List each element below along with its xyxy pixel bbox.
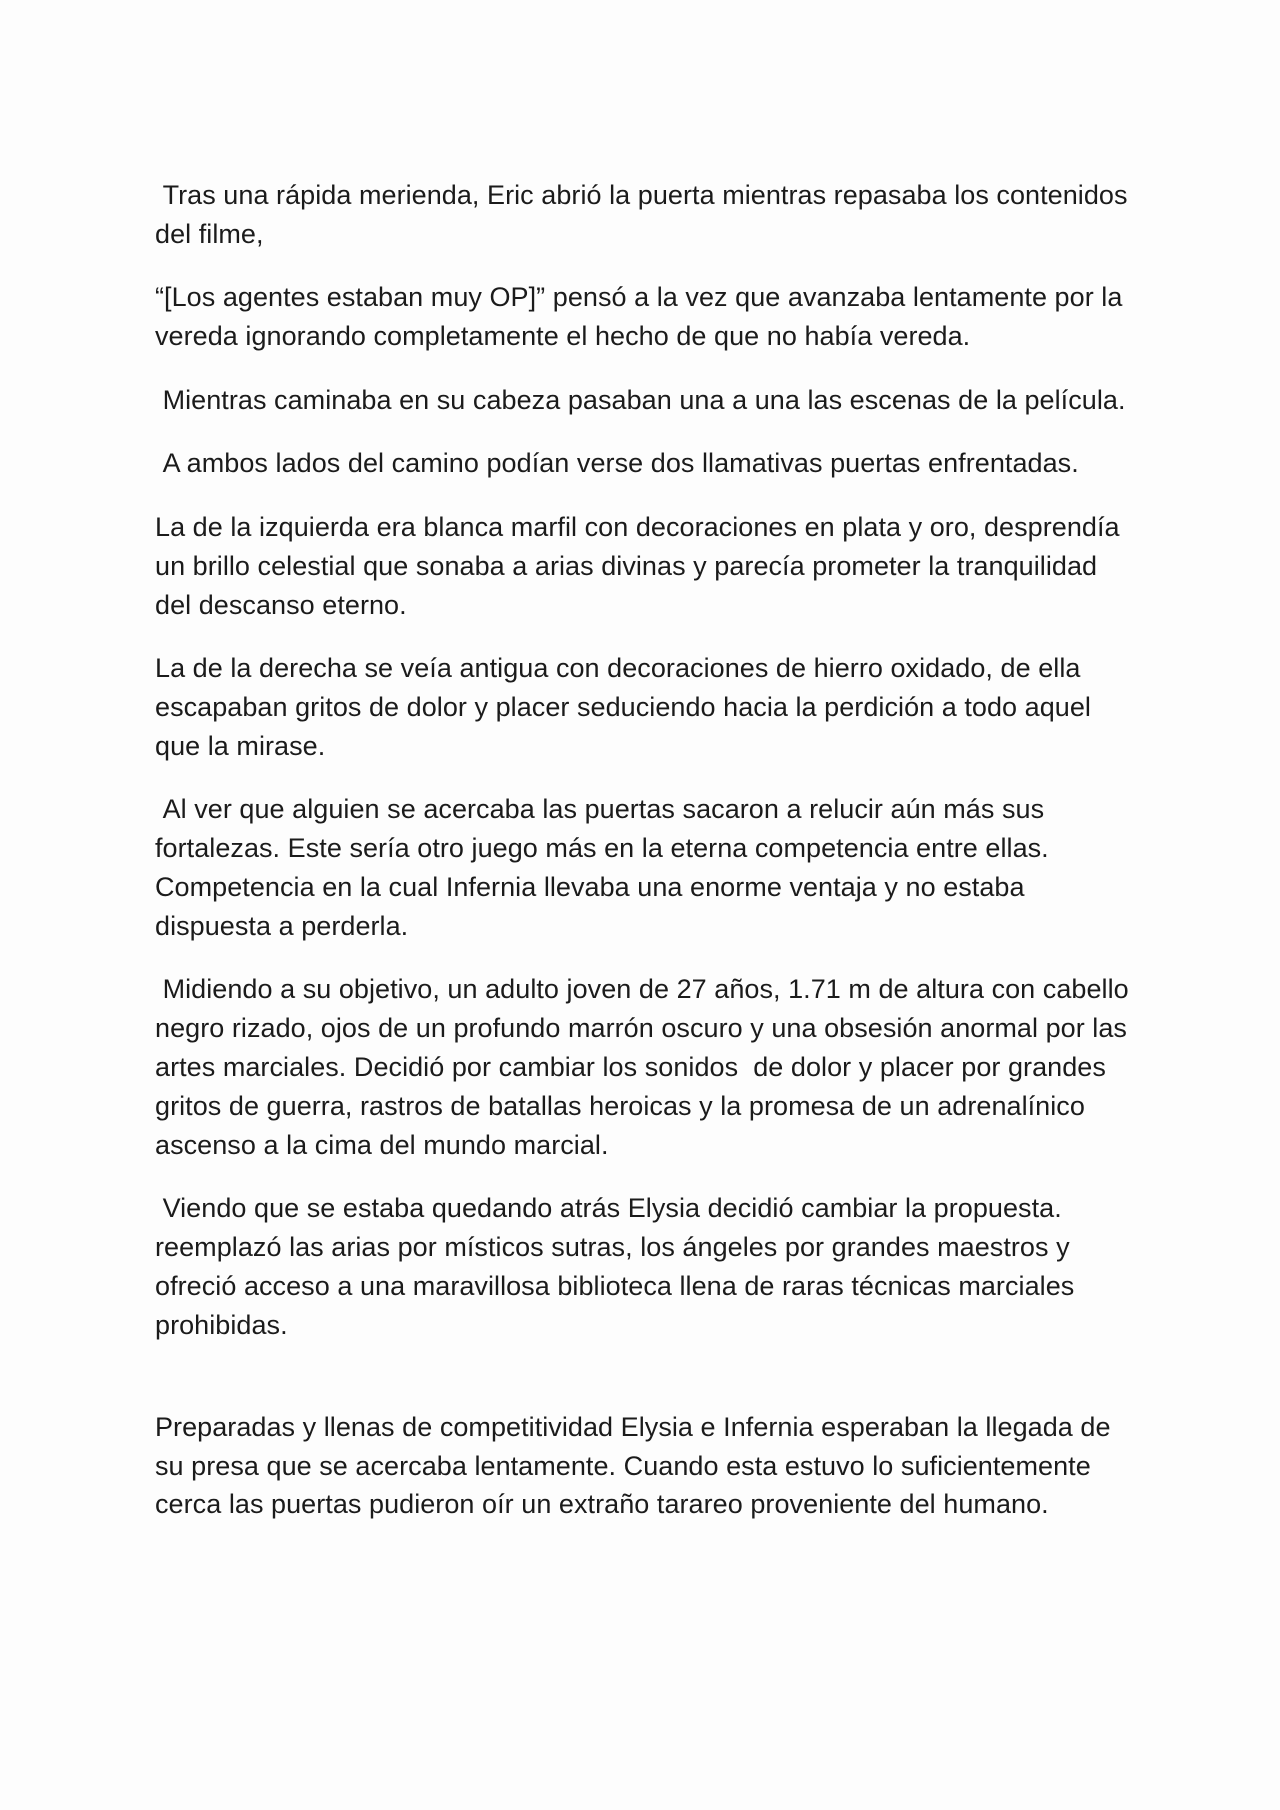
paragraph-5: La de la izquierda era blanca marfil con decoraciones en plata y oro, desprendía un brillo celestial que sonaba a arias divinas y parecía prometer la tranquilidad del descanso eterno. — [155, 511, 1128, 620]
paragraph-10: Preparadas y llenas de competitividad Elysia e Infernia esperaban la llegada de su presa que se acercaba lentamente. Cuando esta estuvo lo suficientemente cerca las puertas pudieron oír un extraño tarareo proveniente del humano. — [155, 1411, 1119, 1520]
paragraph-7: Al ver que alguien se acercaba las puertas sacaron a relucir aún más sus fortalezas. Este sería otro juego más en la eterna competencia entre ellas. Competencia en la cual Infernia llevaba una enorme ventaja y no estaba dispuesta a perderla. — [155, 794, 1057, 941]
paragraph-2: “[Los agentes estaban muy OP]” pensó a la vez que avanzaba lentamente por la vereda ignorando completamente el hecho de que no había vereda. — [155, 282, 1130, 352]
paragraph-1: Tras una rápida merienda, Eric abrió la puerta mientras repasaba los contenidos del filme, — [155, 180, 1136, 249]
paragraph-3: Mientras caminaba en su cabeza pasaban una a una las escenas de la película. — [155, 384, 1126, 415]
paragraph-9: Viendo que se estaba quedando atrás Elysia decidió cambiar la propuesta. reemplazó las arias por místicos sutras, los ángeles por grandes maestros y ofreció acceso a una maravillosa biblioteca llena de raras técnicas marciales prohibidas. — [155, 1193, 1082, 1340]
paragraph-8: Midiendo a su objetivo, un adulto joven de 27 años, 1.71 m de altura con cabello negro rizado, ojos de un profundo marrón oscuro y una obsesión anormal por las artes marciales. Decidió por cambiar los sonidos de dolor y placer por grandes gritos de guerra, rastros de batallas heroicas y la promesa de un adrenalínico ascenso a la cima del mundo marcial. — [155, 974, 1137, 1160]
paragraph-4: A ambos lados del camino podían verse dos llamativas puertas enfrentadas. — [155, 448, 1079, 479]
document-body — [155, 176, 1135, 1524]
paragraph-6: La de la derecha se veía antigua con decoraciones de hierro oxidado, de ella escapaban gritos de dolor y placer seduciendo hacia la perdición a todo aquel que la mirase. — [155, 653, 1099, 761]
